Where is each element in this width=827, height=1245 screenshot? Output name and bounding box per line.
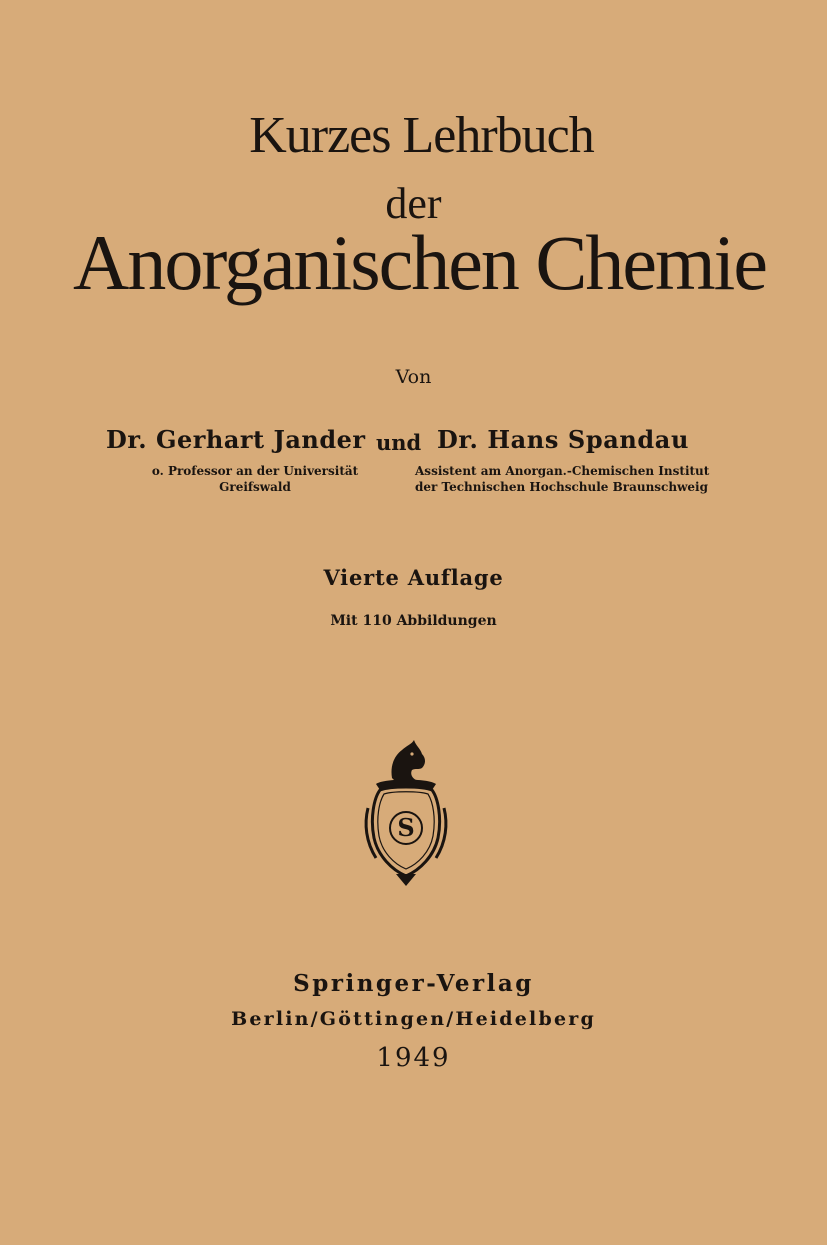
author-right-affiliation xyxy=(415,463,710,495)
author-right-name: Dr. Hans Spandau xyxy=(437,425,690,454)
illustrations-note: Mit 110 Abbildungen xyxy=(330,613,497,629)
springer-knight-emblem-icon xyxy=(362,738,450,888)
author-right-affiliation-line-1: Assistent am Anorgan.-Chemischen Institut xyxy=(415,464,710,478)
publication-year: 1949 xyxy=(376,1043,451,1073)
publisher: Springer-Verlag xyxy=(293,970,534,997)
by-label: Von xyxy=(395,366,432,388)
authors-row xyxy=(0,426,827,462)
title-line-3: Anorganischen Chemie xyxy=(73,219,766,306)
author-left-affiliation-line-2: Greifswald xyxy=(219,480,291,494)
title-line-1: Kurzes Lehrbuch xyxy=(249,107,594,164)
author-right-affiliation-line-2: der Technischen Hochschule Braunschweig xyxy=(415,480,708,494)
edition: Vierte Auflage xyxy=(323,565,504,590)
author-left-affiliation-line-1: o. Professor an der Universität xyxy=(151,464,359,478)
svg-text:S: S xyxy=(397,813,415,842)
publisher-cities: Berlin/Göttingen/Heidelberg xyxy=(231,1008,596,1030)
author-conjunction: und xyxy=(376,430,422,455)
author-left-name: Dr. Gerhart Jander xyxy=(106,425,366,454)
author-left-affiliation xyxy=(112,463,398,495)
title-line-2: der xyxy=(385,179,442,228)
